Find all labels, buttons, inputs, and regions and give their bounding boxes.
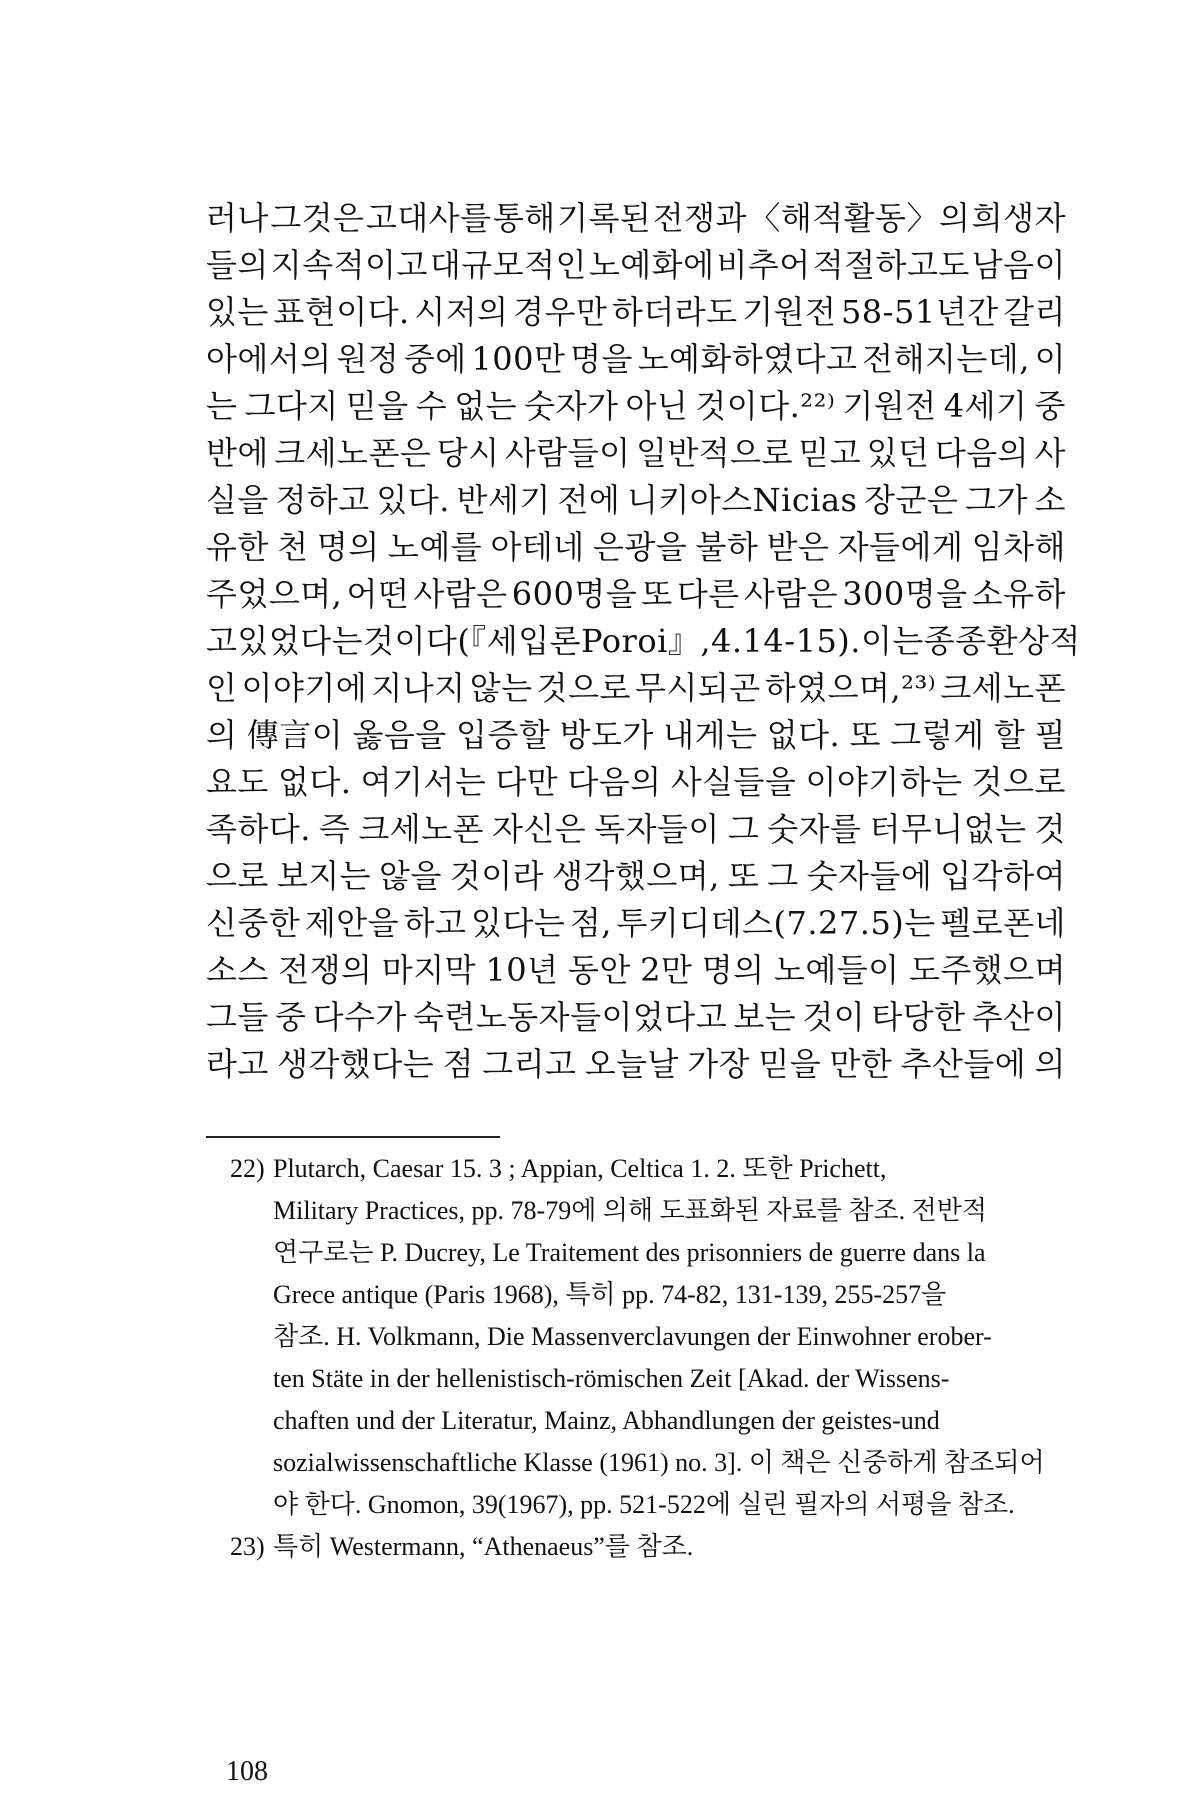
footnote-rule: [206, 1136, 500, 1138]
body-word: 어떤: [346, 575, 410, 613]
body-word: 것으로: [971, 763, 1066, 801]
body-line: [206, 806, 1066, 853]
body-word: 받은: [766, 528, 830, 566]
body-word: 펠로폰네: [940, 904, 1066, 942]
body-word: 있다.: [376, 481, 450, 519]
body-word: 있었다는: [237, 622, 364, 660]
body-line: [206, 383, 1066, 430]
body-word: 600명을: [511, 575, 638, 613]
body-word: 전해지는데,: [862, 340, 1030, 378]
footnote-23-label: 23): [230, 1532, 265, 1561]
body-line: [206, 853, 1066, 900]
body-word: 경우만: [513, 293, 608, 331]
body-word: 가장: [687, 1045, 751, 1083]
body-word: 않는: [469, 669, 533, 707]
body-line: [206, 665, 1066, 712]
body-line: [206, 947, 1066, 994]
body-word: 불하: [695, 528, 759, 566]
body-word: 그렇게: [890, 716, 985, 754]
body-word: 제안을: [304, 904, 400, 942]
body-line: [206, 900, 1066, 947]
body-word: 러나: [206, 199, 269, 237]
body-word: 수: [415, 387, 448, 425]
body-word: 소: [1034, 481, 1066, 519]
body-word: 또: [727, 857, 760, 895]
body-word: 만한: [829, 1045, 893, 1083]
body-line: [206, 430, 1066, 477]
body-word: 이야기에: [241, 669, 368, 707]
body-word: 다만: [495, 763, 559, 801]
body-word: 은광을: [592, 528, 688, 566]
body-word: 는: [206, 387, 238, 425]
body-word: 임차해: [971, 528, 1066, 566]
body-word: 전쟁과: [652, 199, 747, 237]
body-word: 마지막: [381, 951, 477, 989]
body-word: 10년: [485, 951, 559, 989]
body-word: 사람들이: [504, 434, 631, 472]
footnote-22-label: 22): [230, 1154, 265, 1183]
body-word: 보는: [733, 998, 797, 1036]
body-word: 라고: [206, 1045, 269, 1083]
footnote-23-text: 특히 Westermann, “Athenaeus”를 참조.: [273, 1532, 694, 1561]
body-line: [206, 994, 1066, 1041]
body-word: 14-15).: [742, 622, 861, 660]
body-word: 추산들에: [900, 1045, 1027, 1083]
body-word: 그: [767, 857, 799, 895]
body-word: 그: [727, 810, 760, 848]
body-word: 있다는: [471, 904, 566, 942]
footnote-22-line: 연구로는 P. Ducrey, Le Traitement des prisonniers de guerre dans la: [273, 1238, 986, 1267]
body-word: 그것은: [270, 199, 365, 237]
body-word: 노예를: [387, 528, 483, 566]
body-line: [206, 712, 1066, 759]
body-word: 여기서는: [360, 763, 487, 801]
body-word: 숫자들에: [806, 857, 933, 895]
body-word: 〈해적활동〉의: [748, 199, 971, 237]
footnote-22-line: 야 한다. Gnomon, 39(1967), pp. 521-522에 실린 필자의 서평을 참조.: [273, 1490, 1015, 1519]
body-word: 독자들이: [594, 810, 720, 848]
body-word: 점,: [569, 904, 612, 942]
body-word: 아테네: [490, 528, 585, 566]
footnote-22-line: sozialwissenschaftliche Klasse (1961) no. 3]. 이 책은 신중하게 참조되어: [273, 1448, 1045, 1477]
body-word: 오늘날: [584, 1045, 679, 1083]
body-word: 傳言이: [246, 716, 344, 754]
body-word: 원정: [336, 340, 400, 378]
body-word: 으로: [206, 857, 269, 895]
body-word: 소유하: [971, 575, 1066, 613]
body-word: 즉: [318, 810, 351, 848]
body-word: 도주했으며: [908, 951, 1066, 989]
body-word: 유한: [206, 528, 269, 566]
body-word: 생각했으며,: [552, 857, 720, 895]
body-word: 없다.: [277, 763, 352, 801]
body-word: 입증할: [456, 716, 551, 754]
body-word: 반세기: [456, 481, 551, 519]
body-word: 것이: [802, 998, 866, 1036]
body-word: 사람은: [413, 575, 508, 613]
body-word: 믿을: [345, 387, 409, 425]
body-word: 믿고: [798, 434, 862, 472]
body-word: 들의: [206, 246, 269, 284]
body-word: 신중한: [206, 904, 301, 942]
body-word: 지속적이고: [270, 246, 428, 284]
body-word: 소스: [206, 951, 269, 989]
body-word: 이는: [860, 622, 924, 660]
body-word: 아닌: [625, 387, 689, 425]
body-word: 당시: [436, 434, 500, 472]
body-word: 의: [206, 716, 238, 754]
body-word: 것: [1034, 810, 1066, 848]
body-line: [206, 195, 1066, 242]
body-word: 환상적: [986, 622, 1081, 660]
body-word: 방도가: [559, 716, 654, 754]
body-word: 동안: [567, 951, 631, 989]
body-line: [206, 618, 1081, 665]
body-word: 있는: [206, 293, 269, 331]
body-word: 의: [1034, 1045, 1066, 1083]
body-word: 노예화하였다고: [637, 340, 858, 378]
body-line: [206, 477, 1066, 524]
body-line: [206, 336, 1066, 383]
body-line: [206, 1041, 1066, 1088]
footnote-22-line: Grece antique (Paris 1968), 특히 pp. 74-82, 131-139, 255-257을: [273, 1280, 947, 1309]
body-word: 그들: [206, 998, 269, 1036]
body-word: 크세노폰: [940, 669, 1066, 707]
body-word: 내게는: [663, 716, 758, 754]
body-word: 사실들을: [670, 763, 797, 801]
body-word: 인: [206, 669, 238, 707]
body-word: 할: [993, 716, 1026, 754]
body-word: 주었으며,: [206, 575, 343, 613]
body-word: 하더라도: [611, 293, 738, 331]
body-word: 비추어: [716, 246, 811, 284]
body-word: 것이라: [449, 857, 545, 895]
footnote-23: [230, 1526, 1066, 1568]
body-word: 점: [442, 1045, 474, 1083]
body-word: 자들에게: [837, 528, 964, 566]
body-word: 것으로: [536, 669, 631, 707]
body-word: 기원전: [842, 387, 937, 425]
body-word: 중에: [403, 340, 467, 378]
body-word: 이야기하는: [805, 763, 963, 801]
body-word: 사람은: [743, 575, 839, 613]
body-word: 58-51년간: [840, 293, 999, 331]
body-line: [206, 524, 1066, 571]
body-word: 믿을: [758, 1045, 822, 1083]
body-word: 노예화에: [588, 246, 715, 284]
body-word: 보지는: [276, 857, 372, 895]
body-word: 전에: [557, 481, 621, 519]
body-word: 100만: [471, 340, 566, 378]
body-word: 4세기: [943, 387, 1028, 425]
body-line: [206, 759, 1066, 806]
body-word: 하였으며,²³⁾: [764, 669, 937, 707]
body-word: 종종: [923, 622, 987, 660]
body-word: 숫자를: [767, 810, 862, 848]
body-line: [206, 571, 1066, 618]
body-word: 크세노폰은: [274, 434, 432, 472]
body-word: 이: [1034, 340, 1066, 378]
body-word: 족하다.: [206, 810, 311, 848]
body-word: 그다지: [244, 387, 339, 425]
body-text: [206, 195, 1081, 1088]
body-word: 노예들이: [773, 951, 900, 989]
body-word: 전쟁의: [278, 951, 373, 989]
body-word: 일반적으로: [635, 434, 793, 472]
body-word: 생각했다는: [277, 1045, 435, 1083]
body-word: 갈리: [1003, 293, 1066, 331]
body-word: 기록된: [557, 199, 652, 237]
body-word: 하고: [403, 904, 467, 942]
body-word: 실을: [206, 481, 269, 519]
body-word: 또: [641, 575, 673, 613]
body-word: 4.: [711, 622, 743, 660]
body-word: 터무니없는: [869, 810, 1027, 848]
body-word: 장군은: [864, 481, 959, 519]
body-word: 숙련노동자들이었다고: [413, 998, 728, 1036]
body-word: 중: [275, 998, 307, 1036]
body-word: 다음의: [567, 763, 662, 801]
body-word: 고: [206, 622, 238, 660]
body-word: 표현이다.: [273, 293, 410, 331]
body-word: 사: [1034, 434, 1066, 472]
body-word: 천: [277, 528, 309, 566]
footnote-22-text: Plutarch, Caesar 15. 3 ; Appian, Celtica 1. 2. 또한 Prichett,: [273, 1154, 887, 1183]
body-word: 적절하고도: [812, 246, 970, 284]
footnote-22-line: 참조. H. Volkmann, Die Massenverclavungen der Einwohner erober-: [273, 1322, 992, 1351]
footnote-22-line: Military Practices, pp. 78-79에 의해 도표화된 자료를 참조. 전반적: [273, 1196, 987, 1225]
body-word: 명의: [316, 528, 380, 566]
body-word: 300명을: [842, 575, 968, 613]
body-word: 희생자: [971, 199, 1066, 237]
body-word: 고대사를: [365, 199, 492, 237]
body-line: [206, 289, 1066, 336]
body-word: 투키디데스(7.27.5)는: [616, 904, 936, 942]
body-word: 명을: [570, 340, 633, 378]
body-word: 다른: [676, 575, 740, 613]
body-word: 입각하여: [940, 857, 1066, 895]
body-word: 옳음을: [352, 716, 447, 754]
footnote-22-line: chaften und der Literatur, Mainz, Abhandlungen der geistes-und: [273, 1406, 940, 1435]
body-word: 자신은: [491, 810, 587, 848]
body-word: 남음이: [971, 246, 1066, 284]
body-word: 것이다(『세입론Poroi』,: [363, 622, 712, 660]
body-word: 그가: [965, 481, 1028, 519]
body-word: 통해: [492, 199, 556, 237]
body-word: 기원전: [742, 293, 837, 331]
body-word: 정하고: [275, 481, 370, 519]
body-word: 시저의: [414, 293, 509, 331]
body-word: 타당한: [871, 998, 966, 1036]
body-word: 무시되곤: [635, 669, 761, 707]
body-word: 대규모적인: [429, 246, 587, 284]
body-line: [206, 242, 1066, 289]
body-word: 않을: [379, 857, 442, 895]
body-word: 요도: [206, 763, 269, 801]
body-word: 또: [849, 716, 881, 754]
body-word: 크세노폰: [358, 810, 484, 848]
body-word: 다음의: [934, 434, 1030, 472]
body-word: 필: [1034, 716, 1066, 754]
body-word: 다수가: [312, 998, 407, 1036]
footnotes: [230, 1148, 1066, 1568]
body-word: 반에: [206, 434, 269, 472]
body-word: 추산이: [971, 998, 1066, 1036]
body-word: 지나지: [371, 669, 466, 707]
footnote-22-line: ten Stäte in der hellenistisch-römischen Zeit [Akad. der Wissens-: [273, 1364, 950, 1393]
body-word: 명의: [701, 951, 765, 989]
footnote-22-first-line: [230, 1148, 1066, 1190]
body-word: 없는: [454, 387, 518, 425]
body-word: 그리고: [482, 1045, 577, 1083]
body-word: 아에서의: [206, 340, 332, 378]
page-number: 108: [226, 1756, 268, 1787]
body-word: 없다.: [766, 716, 841, 754]
body-word: 숫자가: [524, 387, 619, 425]
body-word: 것이다.²²⁾: [695, 387, 836, 425]
body-word: 니키아스Nicias: [626, 481, 858, 519]
body-word: 중: [1034, 387, 1066, 425]
body-word: 2만: [640, 951, 693, 989]
body-word: 있던: [866, 434, 930, 472]
